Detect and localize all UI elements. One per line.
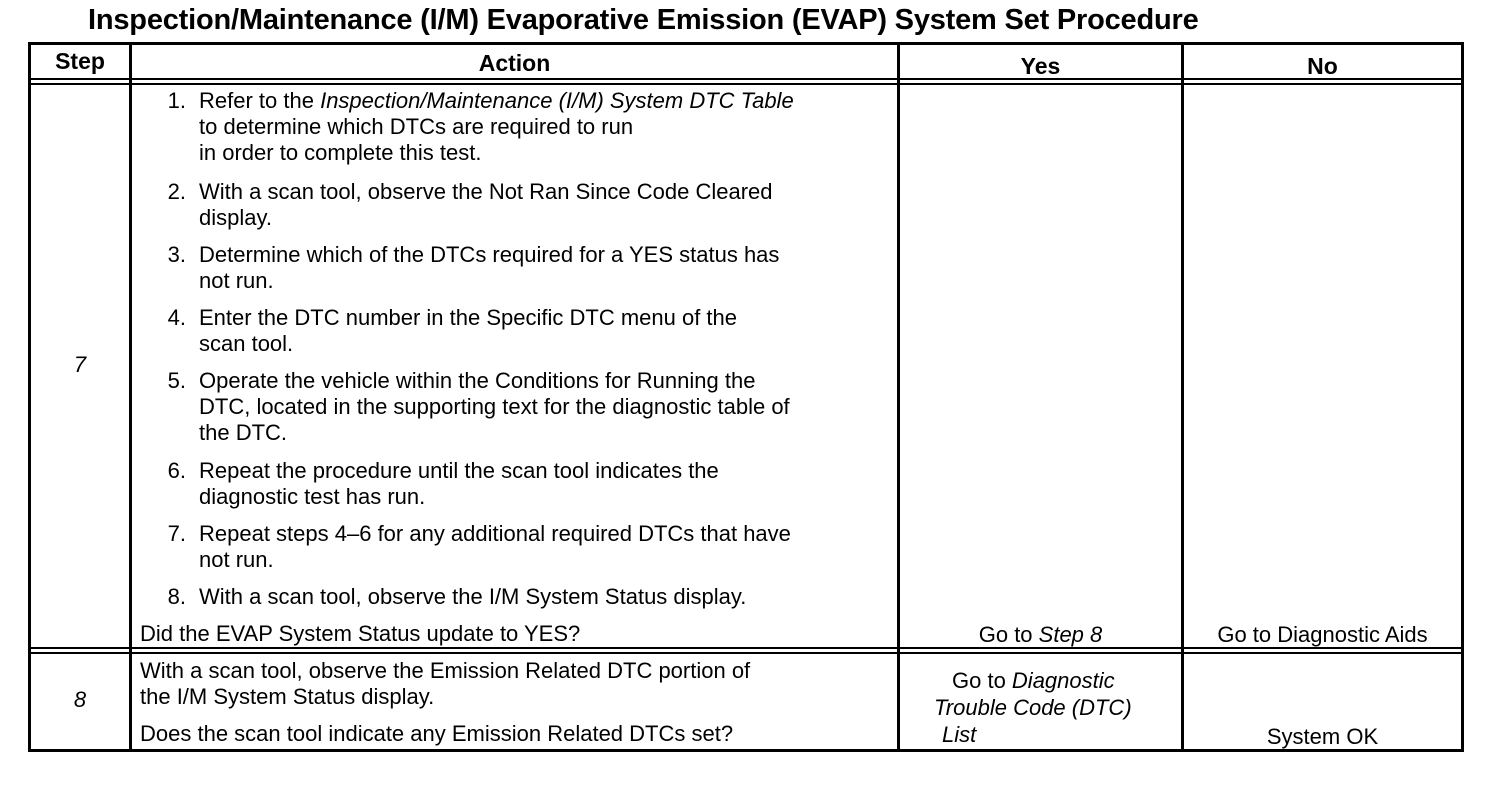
row8-yes-line1 [952,668,1115,694]
header-yes: Yes [1020,53,1061,79]
header-divider-second [28,83,1464,85]
action-item-text: Enter the DTC number in the Specific DTC menu of the [199,305,738,330]
row7-yes-prefix: Go to [978,622,1039,647]
row7-yes-result [900,622,1181,648]
action-item-line [199,521,791,547]
row8-no-result: System OK [1266,724,1379,749]
table-border-top [28,42,1464,45]
action-item-line [199,268,274,294]
row8-action-line1: With a scan tool, observe the Emission Related DTC portion of [140,658,751,683]
action-item-line [199,394,790,420]
action-item-line [199,88,794,114]
row7-no-result: Go to Diagnostic Aids [1217,622,1428,647]
action-item-line [199,420,287,446]
action-item-number: 5. [167,368,186,393]
action-item-number: 7. [167,521,186,546]
procedure-table [28,42,1464,752]
row8-yes-line2: Trouble Code (DTC) [934,695,1132,720]
action-item-line [199,114,633,140]
row-divider-second [28,652,1464,654]
action-item-number: 1. [167,88,186,113]
action-item-text: display. [199,205,272,230]
col-divider-step [129,42,132,752]
action-item-text: to determine which DTCs are required to run [199,114,634,139]
action-item-text: not run. [199,547,274,572]
action-item-line [199,179,773,205]
action-item-text: Determine which of the DTCs required for a YES status has [199,242,780,267]
step-number-7: 7 [73,352,87,377]
action-item-number: 8. [167,584,186,609]
action-item-number: 2. [167,179,186,204]
table-border-right [1461,42,1464,752]
table-border-left [28,42,31,752]
action-item-text: the DTC. [199,420,288,445]
action-item-text: Repeat the procedure until the scan tool indicates the [199,458,719,483]
action-item-line [199,331,293,357]
action-item-text: Operate the vehicle within the Conditions for Running the [199,368,756,393]
row8-action-line2: the I/M System Status display. [140,684,435,709]
header-action: Action [478,50,551,76]
action-item-text: Repeat steps 4–6 for any additional required DTCs that have [199,521,791,546]
row7-yes-link: Step 8 [1038,622,1103,647]
action-item-number: 6. [167,458,186,483]
action-item-line [199,458,719,484]
row8-yes-link-part1: Diagnostic [1011,668,1115,693]
action-item-line [199,484,425,510]
action-item-line [199,547,274,573]
action-item-text: Refer to the [199,88,321,113]
header-step: Step [55,48,105,74]
action-item-text: not run. [199,268,274,293]
row8-yes-line3: List [942,722,977,747]
row8-yes-prefix: Go to [952,668,1012,693]
header-no: No [1307,53,1338,79]
action-item-reference: Inspection/Maintenance (I/M) System DTC Table [320,88,794,113]
action-item-text: scan tool. [199,331,294,356]
action-item-line [199,368,755,394]
action-item-text: With a scan tool, observe the Not Ran Since Code Cleared [199,179,773,204]
row8-question: Does the scan tool indicate any Emission Related DTCs set? [140,721,734,746]
step-number-8: 8 [73,687,87,712]
action-item-number: 3. [167,242,186,267]
action-item-text: in order to complete this test. [199,140,482,165]
action-item-line [199,242,779,268]
action-item-text: With a scan tool, observe the I/M System Status display. [199,584,747,609]
action-item-number: 4. [167,305,186,330]
page-title: Inspection/Maintenance (I/M) Evaporative Emission (EVAP) System Set Procedure [88,4,1199,36]
action-item-line [199,140,481,166]
action-item-line [199,205,272,231]
action-item-line [199,305,737,331]
action-item-text: diagnostic test has run. [199,484,426,509]
row7-question: Did the EVAP System Status update to YES? [140,621,581,646]
action-item-line [199,584,746,610]
action-item-text: DTC, located in the supporting text for the diagnostic table of [199,394,790,419]
